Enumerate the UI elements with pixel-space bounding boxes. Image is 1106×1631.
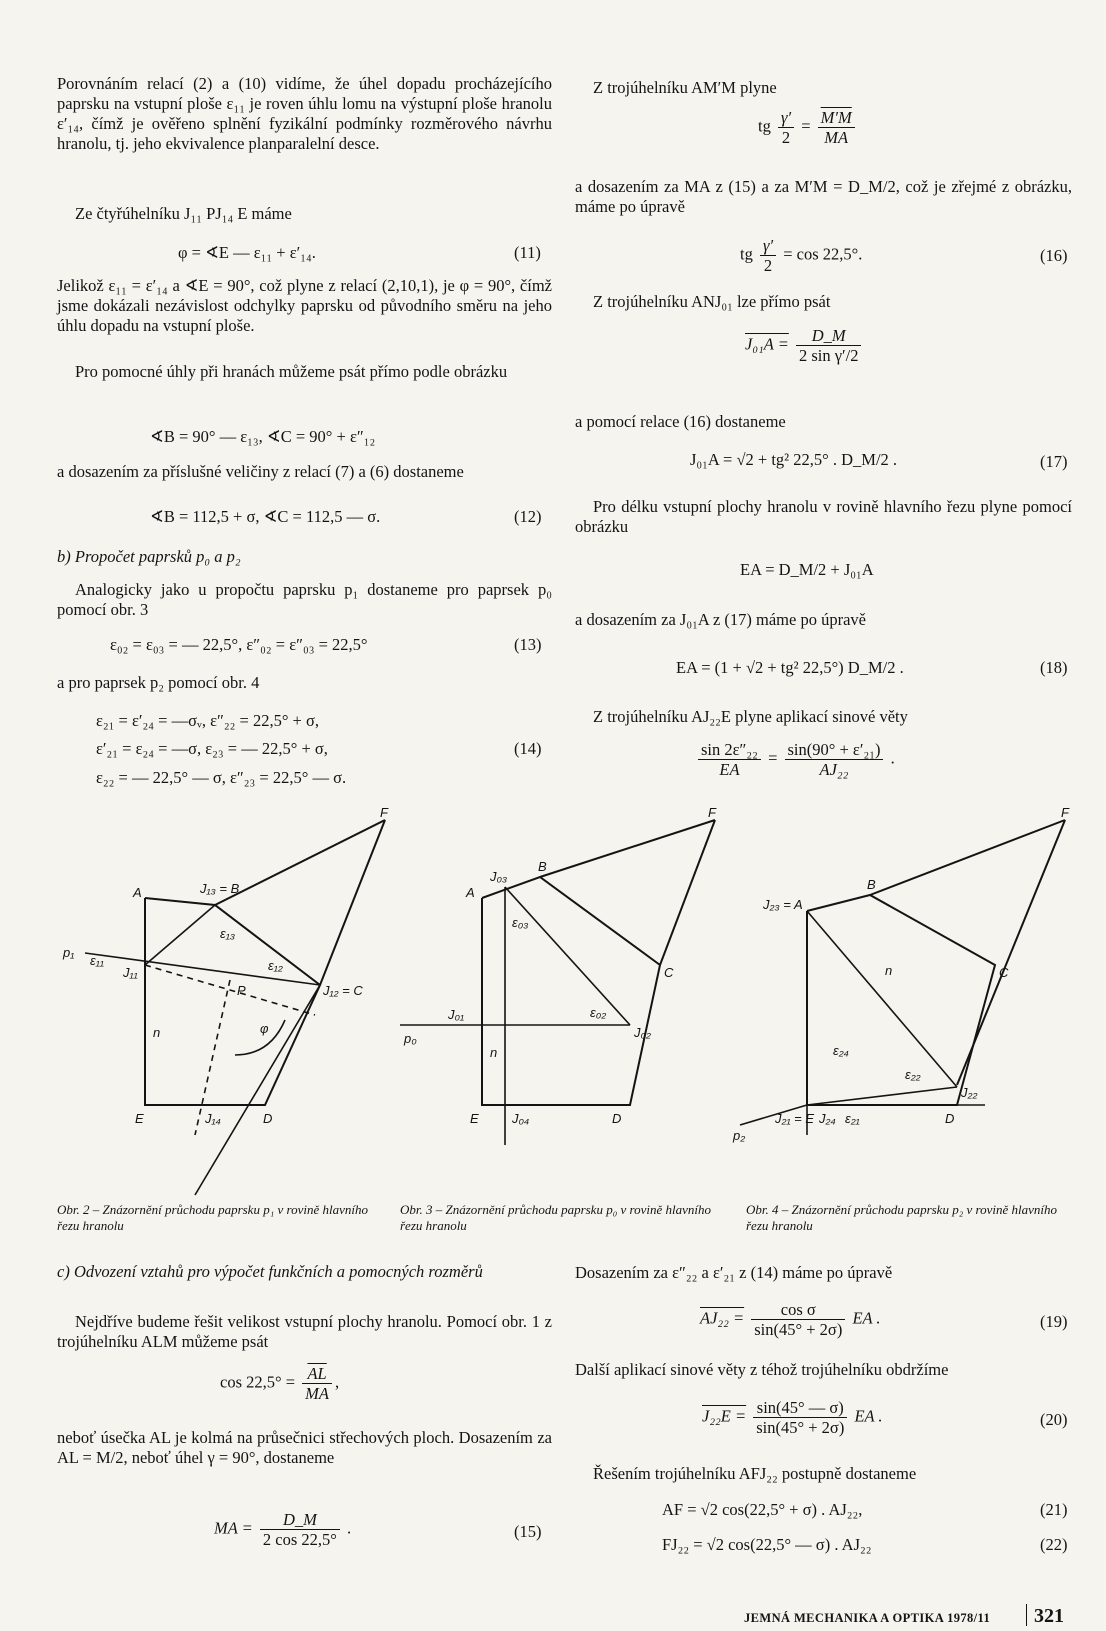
equation-14b: ε′₂₁ = ε₂₄ = —σ, ε₂₃ = — 22,5° + σ,	[96, 739, 328, 758]
fig-label: p₂	[733, 1128, 746, 1143]
fig-label: E	[470, 1111, 479, 1126]
paragraph: Ze čtyřúhelníku J₁₁ PJ₁₄ E máme	[75, 204, 292, 223]
fig-label: P	[237, 983, 246, 998]
paragraph: Dosazením za ε″₂₂ a ε′₂₁ z (14) máme po úpravě	[575, 1263, 893, 1282]
figure-3	[390, 805, 720, 1195]
equation-tg: tg $\frac{\gamma'}{2}$ = $\frac{M'M}{MA}$	[758, 108, 858, 147]
paragraph: Pro délku vstupní plochy hranolu v rovině hlavního řezu plyne pomocí obrázku	[575, 497, 1072, 536]
fig-label: p₁	[63, 945, 75, 960]
paragraph: Nejdříve budeme řešit velikost vstupní plochy hranolu. Pomocí obr. 1 z trojúhelníku ALM můžeme psát	[57, 1312, 552, 1351]
fig-label: J₀₄	[512, 1111, 530, 1126]
paragraph: a dosazením za MA z (15) a za M′M = D_M/2, což je zřejmé z obrázku, máme po úpravě	[575, 177, 1072, 216]
equation-13: ε₀₂ = ε₀₃ = — 22,5°, ε″₀₂ = ε″₀₃ = 22,5°	[110, 635, 368, 654]
page-number: 321	[1034, 1605, 1064, 1627]
equation-number: (21)	[1040, 1500, 1068, 1519]
fig-label: J₂₂	[961, 1085, 978, 1100]
equation-number: (11)	[514, 243, 541, 262]
fig-label: p₀	[404, 1031, 417, 1046]
fig-label: A	[133, 885, 142, 900]
roof-edge	[215, 820, 385, 905]
fig-label: J₀₁	[448, 1007, 465, 1022]
paragraph: Další aplikací sinové věty z téhož trojúhelníku obdržíme	[575, 1360, 949, 1379]
paragraph: Z trojúhelníku AM′M plyne	[593, 78, 777, 97]
fig-label: n	[490, 1045, 498, 1060]
fig-label: n	[153, 1025, 161, 1040]
fig-label: F	[708, 805, 716, 820]
roof-edge	[540, 820, 715, 877]
equation-j01a: J₀₁A = $\frac{D\_M}{\text{2 sin γ′/2}}$	[745, 326, 864, 365]
paragraph: Porovnáním relací (2) a (10) vidíme, že úhel dopadu procházejícího paprsku na vstupní ploše ε₁₁ je roven úhlu lomu na výstupní ploše hranolu ε′₁₄, čímž je ověřeno splnění fyzikální podmínky rozměrového návrhu hranolu, tj. jeho ekvivalence planparalelní desce.	[57, 74, 552, 153]
paragraph: Řešením trojúhelníku AFJ₂₂ postupně dostaneme	[593, 1464, 917, 1483]
equation-11: φ = ∢E — ε₁₁ + ε′₁₄.	[178, 243, 316, 262]
equation-number: (16)	[1040, 246, 1068, 265]
fig-label: A	[466, 885, 475, 900]
fig-label: F	[1061, 805, 1069, 820]
prism-outline	[482, 877, 660, 1105]
equation-number: (22)	[1040, 1535, 1068, 1554]
fig-label: J₁₁	[123, 965, 138, 980]
fig-label: ε₁₃	[220, 926, 235, 941]
ray-segment	[807, 911, 957, 1087]
fig-label: ε₂₂	[905, 1067, 921, 1082]
prism-outline	[807, 895, 995, 1105]
paragraph: Pro pomocné úhly při hranách můžeme psát přímo podle obrázku	[75, 362, 508, 381]
equation-number: (17)	[1040, 452, 1068, 471]
equation-16: tg $\frac{\gamma'}{2}$ = cos 22,5°.	[740, 236, 863, 275]
ray-segment	[145, 905, 215, 965]
paragraph: a dosazením za příslušné veličiny z relací (7) a (6) dostaneme	[57, 462, 464, 481]
figure-caption: Obr. 2 – Znázornění průchodu paprsku p₁ v rovině hlavního řezu hranolu	[57, 1202, 368, 1233]
equation-21: AF = √2 cos(22,5° + σ) . AJ₂₂,	[662, 1500, 863, 1519]
equation-17: J₀₁A = √2 + tg² 22,5° . D_M/2 .	[690, 450, 898, 469]
paragraph: neboť úsečka AL je kolmá na průsečnici střechových ploch. Dosazením za AL = M/2, neboť úhel γ = 90°, dostaneme	[57, 1428, 552, 1467]
figure-2	[55, 805, 388, 1195]
fig-label: J₂₄	[819, 1111, 836, 1126]
fig-label: J₂₃ = A	[763, 897, 803, 912]
equation-14c: ε₂₂ = — 22,5° — σ, ε″₂₃ = 22,5° — σ.	[96, 768, 347, 787]
fig-label: ε₂₁	[845, 1111, 860, 1126]
fig-label: n	[885, 963, 893, 978]
footer-divider	[1026, 1604, 1027, 1626]
fig-label: J₂₁ = E	[775, 1111, 815, 1126]
fig-label: J₁₃ = B	[200, 881, 240, 896]
figure-caption: Obr. 4 – Znázornění průchodu paprsku p₂ v rovině hlavního řezu hranolu	[746, 1202, 1057, 1233]
equation-15: MA = $\frac{D\_M}{2 \cos 22,5^\circ}$ .	[214, 1510, 352, 1549]
ray-segment	[505, 887, 630, 1025]
roof-edge	[870, 820, 1065, 895]
equation-19: AJ₂₂ = $\frac{\text{cos σ}}{\sin(45^\circ + 2\sigma)}$ EA .	[700, 1300, 881, 1339]
ray-segment	[807, 1087, 957, 1105]
roof-edge	[320, 820, 385, 985]
fig-label: J₁₂ = C	[323, 983, 363, 998]
fig-label: ε₁₁	[90, 953, 104, 968]
paragraph: a dosazením za J₀₁A z (17) máme po úpravě	[575, 610, 866, 629]
paragraph: Analogicky jako u propočtu paprsku p₁ dostaneme pro paprsek p₀ pomocí obr. 3	[57, 580, 552, 619]
journal-footer: JEMNÁ MECHANIKA A OPTIKA 1978/11	[744, 1611, 991, 1625]
equation-18: EA = (1 + √2 + tg² 22,5°) D_M/2 .	[676, 658, 904, 677]
fig-label: ε₀₂	[590, 1005, 607, 1020]
fig-label: D	[612, 1111, 622, 1126]
fig-label: B	[867, 877, 876, 892]
fig-label: J₀₂	[634, 1025, 651, 1040]
equation-cos: cos 22,5° = $\frac{\overline{AL}}{MA}$ ,	[220, 1364, 340, 1403]
fig-label: B	[538, 859, 547, 874]
fig-label: F	[380, 805, 388, 820]
equation-number: (12)	[514, 507, 542, 526]
roof-edge	[660, 820, 715, 965]
figure-4	[735, 805, 1075, 1195]
fig-label: ε₁₂	[268, 958, 283, 973]
fig-label: C	[999, 965, 1009, 980]
fig-label: D	[263, 1111, 273, 1126]
equation-12: ∢B = 112,5 + σ, ∢C = 112,5 — σ.	[150, 507, 381, 526]
fig-label: D	[945, 1111, 955, 1126]
equation-20: J₂₂E = $\frac{\sin(45^\circ — \sigma)}{\sin(45^\circ + 2\sigma)}$ EA .	[702, 1398, 883, 1437]
equation-14a: ε₂₁ = ε′₂₄ = —σᵥ, ε″₂₂ = 22,5° + σ,	[96, 711, 319, 730]
equation-number: (13)	[514, 635, 542, 654]
fig-label: E	[135, 1111, 144, 1126]
equation-number: (15)	[514, 1522, 542, 1541]
equation-number: (19)	[1040, 1312, 1068, 1331]
equation-number: (14)	[514, 739, 542, 758]
equation-number: (20)	[1040, 1410, 1068, 1429]
equation-angles: ∢B = 90° — ε₁₃, ∢C = 90° + ε″₁₂	[150, 427, 376, 446]
equation-22: FJ₂₂ = √2 cos(22,5° — σ) . AJ₂₂	[662, 1535, 872, 1554]
fig-label: J₀₃	[490, 869, 508, 884]
fig-label: φ	[260, 1021, 269, 1036]
ray-exit	[195, 985, 320, 1195]
paragraph: a pro paprsek p₂ pomocí obr. 4	[57, 673, 260, 692]
equation-number: (18)	[1040, 658, 1068, 677]
paragraph: Z trojúhelníku ANJ₀₁ lze přímo psát	[593, 292, 831, 311]
equation-sine: $\frac{\text{sin 2ε″₂₂}}{EA}$ = $\frac{\text{sin(90° + ε′₂₁)}}{\text{AJ₂₂}}$ .	[695, 740, 895, 779]
fig-label: J₁₄	[205, 1111, 221, 1126]
section-heading: b) Propočet paprsků p₀ a p₂	[57, 547, 241, 566]
paragraph: a pomocí relace (16) dostaneme	[575, 412, 786, 431]
fig-label: ε₀₃	[512, 915, 529, 930]
figure-caption: Obr. 3 – Znázornění průchodu paprsku p₀ v rovině hlavního řezu hranolu	[400, 1202, 711, 1233]
paragraph: Z trojúhelníku AJ₂₂E plyne aplikací sinové věty	[593, 707, 908, 726]
equation-ea: EA = D_M/2 + J₀₁A	[740, 560, 874, 579]
section-heading: c) Odvození vztahů pro výpočet funkčních a pomocných rozměrů	[57, 1262, 483, 1281]
paragraph: Jelikož ε₁₁ = ε′₁₄ a ∢E = 90°, což plyne z relací (2,10,1), je φ = 90°, čímž jsme dokázali nezávislost odchylky paprsku od původního směru na jeho úhlu dopadu na vstupní ploše.	[57, 276, 552, 335]
fig-label: C	[664, 965, 674, 980]
fig-label: ε₂₄	[833, 1043, 849, 1058]
